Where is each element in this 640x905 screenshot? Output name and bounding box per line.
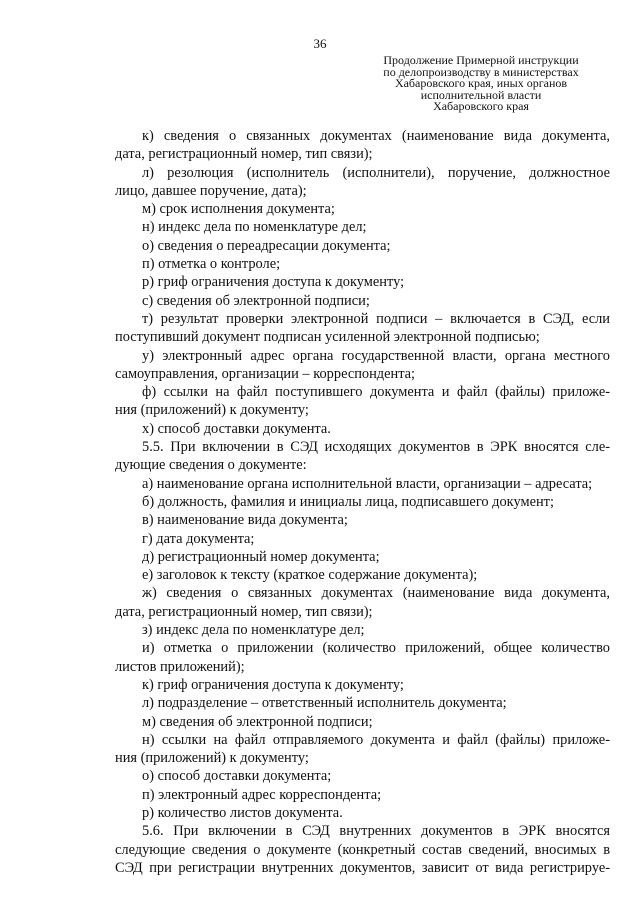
text-line: лицо, давшее поручение, дата); xyxy=(115,182,307,199)
text-line: к) гриф ограничения доступа к документу; xyxy=(142,676,404,693)
text-line: листов приложений); xyxy=(115,658,245,675)
text-line: п) отметка о контроле; xyxy=(142,256,281,273)
text-line: поступивший документ подписан усиленной электронной подписью; xyxy=(115,329,540,346)
text-line: п) электронный адрес корреспондента; xyxy=(142,786,382,803)
text-line: у) электронный адрес органа государственной власти, органа местного xyxy=(142,347,610,364)
text-line: в) наименование вида документа; xyxy=(142,512,348,529)
document-body xyxy=(115,127,610,877)
text-line: л) подразделение – ответственный исполнитель документа; xyxy=(142,695,507,712)
text-line: 5.6. При включении в СЭД внутренних документов в ЭРК вносятся xyxy=(142,823,610,840)
text-line: СЭД при регистрации внутренних документов, зависит от вида регистрируе- xyxy=(115,859,610,876)
text-line: т) результат проверки электронной подписи – включается в СЭД, если xyxy=(142,310,610,327)
text-line: с) сведения об электронной подписи; xyxy=(142,292,370,309)
text-line: дата, регистрационный номер, тип связи); xyxy=(115,146,373,163)
header-line: Хабаровского края, иных органов xyxy=(394,76,568,90)
page-number: 36 xyxy=(313,36,327,51)
text-line: р) количество листов документа. xyxy=(142,804,343,821)
text-line: следующие сведения о документе (конкретный состав сведений, вносимых в xyxy=(115,841,610,858)
text-line: г) дата документа; xyxy=(142,530,255,547)
text-line: о) сведения о переадресации документа; xyxy=(142,237,391,254)
text-line: з) индекс дела по номенклатуре дел; xyxy=(142,622,365,639)
header-line: Продолжение Примерной инструкции xyxy=(383,53,579,67)
text-line: 5.5. При включении в СЭД исходящих документов в ЭРК вносятся сле- xyxy=(142,439,610,456)
text-line: м) срок исполнения документа; xyxy=(142,201,335,218)
text-line: л) резолюция (исполнитель (исполнители), поручение, должностное xyxy=(142,164,610,181)
text-line: р) гриф ограничения доступа к документу; xyxy=(142,274,405,291)
header-line: по делопроизводству в министерствах xyxy=(383,64,579,79)
text-line: к) сведения о связанных документах (наименование вида документа, xyxy=(142,128,610,144)
text-line: ф) ссылки на файл поступившего документа и файл (файлы) приложе- xyxy=(142,384,610,401)
text-line: н) ссылки на файл отправляемого документа и файл (файлы) приложе- xyxy=(142,731,610,748)
header-line: Хабаровского края xyxy=(433,99,529,113)
text-line: х) способ доставки документа. xyxy=(142,420,331,437)
text-line: самоуправления, организации – корреспондента; xyxy=(115,365,416,382)
text-line: е) заголовок к тексту (краткое содержание документа); xyxy=(142,567,478,584)
text-line: а) наименование органа исполнительной власти, организации – адресата; xyxy=(142,475,593,492)
text-line: дата, регистрационный номер, тип связи); xyxy=(115,603,373,620)
header-line: исполнительной власти xyxy=(420,87,542,102)
text-line: о) способ доставки документа; xyxy=(142,768,332,785)
text-line: д) регистрационный номер документа; xyxy=(142,548,380,565)
text-line: м) сведения об электронной подписи; xyxy=(142,713,373,730)
text-line: ж) сведения о связанных документах (наименование вида документа, xyxy=(142,585,610,602)
text-line: ния (приложений) к документу; xyxy=(115,402,309,419)
text-line: н) индекс дела по номенклатуре дел; xyxy=(142,219,367,236)
text-line: б) должность, фамилия и инициалы лица, подписавшего документ; xyxy=(142,493,554,510)
text-line: дующие сведения о документе: xyxy=(115,457,307,474)
continuation-header xyxy=(356,55,606,113)
text-line: и) отметка о приложении (количество приложений, общее количество xyxy=(142,640,610,657)
text-line: ния (приложений) к документу; xyxy=(115,750,309,767)
